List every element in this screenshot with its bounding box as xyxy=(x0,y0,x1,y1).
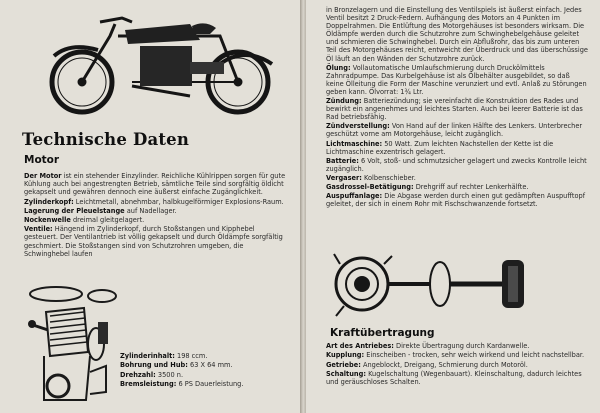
transmission-heading: Kraftübertragung xyxy=(330,327,435,339)
lubrication-text: Vollautomatische Umlaufschmierung durch Druckölmittels Zahnradpumpe. Das Kurbelgehäuse ist als Ölbehälter ausgebildet, so daß keine Ölleitung die Form der Maschine verunziert und evtl. Anlaß zu Störungen geben kann. Ölvorrat: 1¾ Ltr. xyxy=(326,63,587,96)
battery-text: 6 Volt, stoß- und schmutzsicher gelagert und zwecks Kontrolle leicht zugänglich. xyxy=(326,156,587,173)
technical-data-heading: Technische Daten xyxy=(22,130,190,149)
valve-bearing-text: in Bronzelagern und die Einstellung des Ventilspiels ist äußerst einfach. Jedes Ventil besitzt 2 Druck-Federn. Aufhängung des Motors an 4 Punkten im Doppelrahmen. Die Entlüftung des Motorgehäuses ist besonders wirksam. Die Öldämpfe werden durch die Schutzrohre zum Schwinghebelgehäuse geleitet und schmieren die Schwinghebel. Durch ein Abflußrohr, das bis zum unteren Teil des Motorgehäuses reicht, entweicht der Überdruck und das überschüssige Öl läuft an den Wänden der Schutzrohre zurück. xyxy=(326,6,588,63)
battery-paragraph xyxy=(326,157,588,173)
exhaust-text: Die Abgase werden durch einen gut gedämpften Auspufftopf geleitet, der sich in einem Rohr mit Fischschwanzende fortsetzt. xyxy=(326,192,586,209)
drivetrain-illustration xyxy=(326,244,536,324)
ignition-label: Zündung: xyxy=(326,97,362,106)
gearbox-text: Angeblockt, Dreigang, Schmierung durch Motoröl. xyxy=(360,360,528,369)
bore-stroke-label: Bohrung und Hub: xyxy=(120,361,188,370)
camshaft-text: dreimal gleitgelagert. xyxy=(70,216,145,225)
throttle-paragraph xyxy=(326,183,588,191)
exhaust-paragraph xyxy=(326,192,588,208)
clutch-text: Einscheiben - trocken, sehr weich wirkend und leicht nachstellbar. xyxy=(364,351,585,360)
cylinder-head-label: Zylinderkopf: xyxy=(24,197,74,206)
valves-text: Hängend im Zylinderkopf, durch Stoßstangen und Kipphebel gesteuert. Der Ventilantrieb ist völlig gekapselt und durch Öldämpfe sorgfältig geschmiert. Die Stoßstangen sind von Schutzrohren umgeben, die Schwinghebel laufen xyxy=(24,225,283,258)
motorcycle-illustration xyxy=(40,6,280,118)
carburetor-paragraph xyxy=(326,174,588,182)
lubrication-paragraph xyxy=(326,64,588,96)
shifting-label: Schaltung: xyxy=(326,369,366,378)
clutch-paragraph xyxy=(326,351,588,359)
displacement-value: 198 ccm. xyxy=(177,352,208,360)
ignition-text: Batteriezündung; sie vereinfacht die Konstruktion des Rades und bewirkt ein angenehmes und leichtes Starten. Auch bei leerer Batterie ist das Rad betriebsfähig. xyxy=(326,97,583,122)
power-label: Bremsleistung: xyxy=(120,380,177,389)
battery-label: Batterie: xyxy=(326,156,359,165)
connecting-rod-paragraph xyxy=(24,207,286,215)
rpm-value: 3500 n. xyxy=(157,370,184,379)
generator-paragraph xyxy=(326,140,588,156)
spec-row-rpm xyxy=(120,371,300,380)
motor-paragraph xyxy=(24,172,286,197)
ignition-timing-label: Zündverstellung: xyxy=(326,122,390,131)
throttle-text: Drehgriff auf rechter Lenkerhälfte. xyxy=(413,182,529,191)
spec-row-displacement xyxy=(120,352,300,361)
right-page xyxy=(306,0,600,413)
camshaft-label: Nockenwelle xyxy=(24,216,71,225)
cylinder-head-text: Leichtmetall, abnehmbar, halbkugelförmiger Explosions-Raum. xyxy=(73,197,284,206)
lubrication-label: Ölung: xyxy=(326,63,351,72)
valve-bearing-paragraph xyxy=(326,6,588,63)
gearbox-paragraph xyxy=(326,361,588,369)
carburetor-label: Vergaser: xyxy=(326,173,362,182)
generator-text: 50 Watt. Zum leichten Nachstellen der Kette ist die Lichtmaschine exzentrisch gelagert. xyxy=(326,139,554,156)
gearbox-label: Getriebe: xyxy=(326,360,361,369)
spec-row-bore-stroke xyxy=(120,361,300,370)
camshaft-paragraph xyxy=(24,216,286,224)
drive-type-paragraph xyxy=(326,342,588,350)
carburetor-text: Kolbenschieber. xyxy=(361,173,416,182)
exhaust-label: Auspuffanlage: xyxy=(326,192,383,201)
clutch-label: Kupplung: xyxy=(326,351,365,360)
motor-label: Der Motor xyxy=(24,172,62,180)
shifting-text: Kugelschaltung (Wegenbauart). Kleinschaltung, dadurch leichtes und geräuschloses Schalten. xyxy=(326,369,582,387)
motor-heading: Motor xyxy=(24,154,60,166)
valves-paragraph xyxy=(24,225,286,258)
displacement-label: Zylinderinhalt: xyxy=(120,352,175,360)
engine-illustration xyxy=(26,282,126,407)
ignition-timing-paragraph xyxy=(326,122,588,138)
ignition-paragraph xyxy=(326,97,588,121)
shifting-paragraph xyxy=(326,370,588,387)
ignition-timing-text: Von Hand auf der linken Hälfte des Lenkers. Unterbrecher geschützt vorne am Motorgehäuse, leicht zugänglich. xyxy=(326,122,583,139)
valves-label: Ventile: xyxy=(24,225,53,234)
spec-list xyxy=(120,352,300,390)
bore-stroke-value: 63 X 64 mm. xyxy=(190,361,233,370)
motor-description xyxy=(24,172,286,259)
transmission-details xyxy=(326,342,588,387)
rpm-label: Drehzahl: xyxy=(120,370,156,379)
throttle-label: Gasdrossel-Betätigung: xyxy=(326,182,414,191)
drive-type-text: Direkte Übertragung durch Kardanwelle. xyxy=(393,342,530,350)
spec-row-power xyxy=(120,380,300,389)
drive-type-label: Art des Antriebes: xyxy=(326,342,394,350)
engine-details xyxy=(326,6,588,209)
motor-text: ist ein stehender Einzylinder. Reichliche Kühlrippen sorgen für gute Kühlung auch bei angestrengten Betrieb, sämtliche Teile sind sorgfältig öldicht gekapselt und gewähren dennoch eine äußerst einfache Zugänglichkeit. xyxy=(24,172,286,197)
connecting-rod-text: auf Nadellager. xyxy=(124,206,177,215)
generator-label: Lichtmaschine: xyxy=(326,139,383,148)
power-value: 6 PS Dauerleistung. xyxy=(178,380,244,389)
cylinder-head-paragraph xyxy=(24,198,286,206)
connecting-rod-label: Lagerung der Pleuelstange xyxy=(24,206,125,215)
